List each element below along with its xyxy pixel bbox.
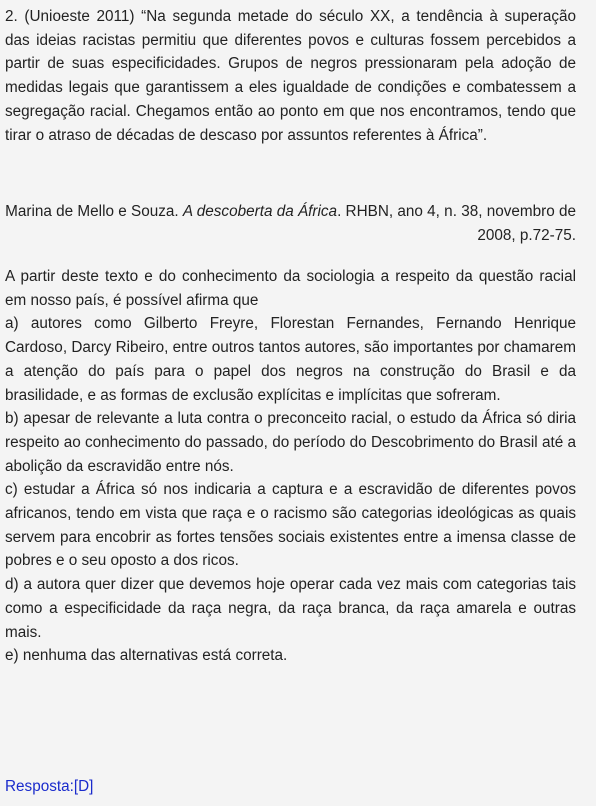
question-statement: 2. (Unioeste 2011) “Na segunda metade do século XX, a tendência à superação das ideias racistas permitiu que diferentes povos e culturas fossem percebidos a partir de suas especificidades. Grupos de negros pressionaram pela adoção de medidas legais que garantissem a eles igualdade de condições e combatessem a segregação racial. Chegamos então ao ponto em que nos encontramos, tendo que tirar o atraso de décadas de descaso por assuntos referentes à África”. (5, 8, 576, 144)
option-b: b) apesar de relevante a luta contra o preconceito racial, o estudo da África só diria respeito ao conhecimento do passado, do período do Descobrimento do Brasil até a abolição da escravidão entre nós. (5, 410, 576, 475)
citation (5, 200, 576, 247)
option-d: d) a autora quer dizer que devemos hoje operar cada vez mais com categorias tais como a especificidade da raça negra, da raça branca, da raça amarela e outras mais. (5, 576, 576, 641)
option-a: a) autores como Gilberto Freyre, Florestan Fernandes, Fernando Henrique Cardoso, Darcy Ribeiro, entre outros tantos autores, são importantes por chamarem a atenção do país para o papel dos negros na construção do Brasil e da brasilidade, e as formas de exclusão explícitas e implícitas que sofreram. (5, 315, 576, 404)
option-e: e) nenhuma das alternativas está correta. (5, 647, 288, 665)
question-prompt: A partir deste texto e do conhecimento da sociologia a respeito da questão racial em nosso país, é possível afirma que (5, 268, 576, 309)
question-body (5, 265, 576, 668)
citation-title: A descoberta da África (182, 203, 338, 220)
answer-key: Resposta:[D] (5, 778, 94, 795)
option-c: c) estudar a África só nos indicaria a captura e a escravidão de diferentes povos africanos, tendo em vista que raça e o racismo são categorias ideológicas as quais servem para encobrir as fortes tensões sociais existentes entre a imensa classe de pobres e o seu oposto a dos ricos. (5, 481, 576, 570)
citation-author: Marina de Mello e Souza. (5, 203, 179, 220)
citation-details: . RHBN, ano 4, n. 38, novembro de 2008, p.72-75. (337, 203, 576, 244)
